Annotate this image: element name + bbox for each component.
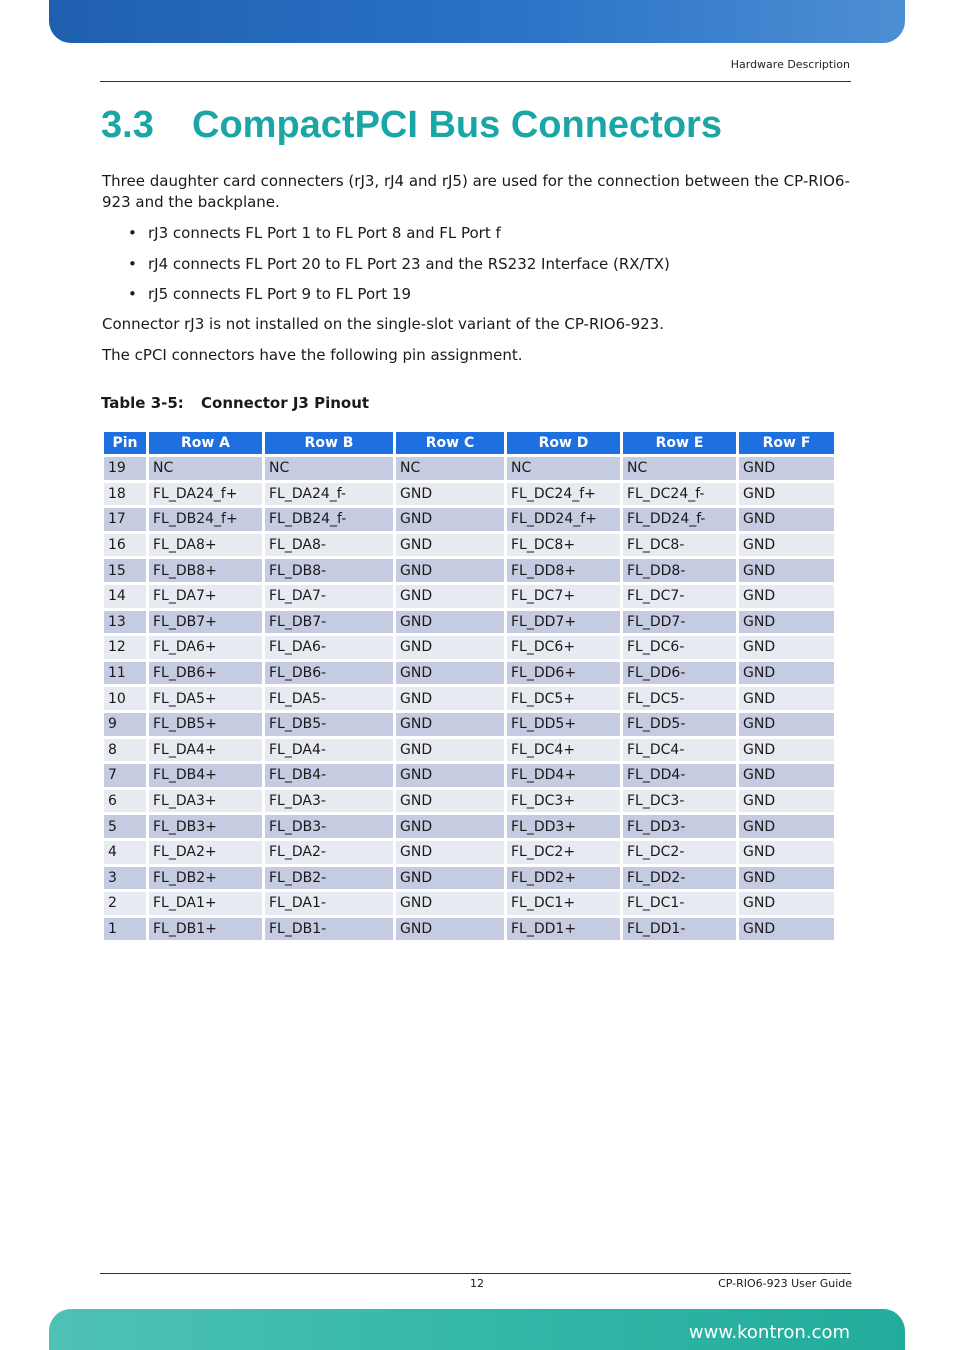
table-cell: 7 [104,764,146,787]
table-cell: FL_DD6- [623,662,736,685]
table-cell: FL_DC7+ [507,585,620,608]
table-cell: FL_DB8- [265,559,393,582]
table-cell: 15 [104,559,146,582]
table-cell: 5 [104,815,146,838]
table-cell: FL_DD2- [623,867,736,890]
table-cell: FL_DA2+ [149,841,262,864]
table-cell: FL_DC5- [623,687,736,710]
table-cell: NC [149,457,262,480]
table-cell: FL_DD3+ [507,815,620,838]
table-cell: GND [396,559,504,582]
table-cell: FL_DC5+ [507,687,620,710]
table-cell: NC [396,457,504,480]
table-cell: FL_DB6+ [149,662,262,685]
table-cell: FL_DA8+ [149,534,262,557]
table-cell: FL_DA7+ [149,585,262,608]
table-cell: GND [739,662,834,685]
table-header-row [104,432,834,454]
list-item: • rJ3 connects FL Port 1 to FL Port 8 and FL Port f [128,222,670,253]
table-cell: FL_DD4- [623,764,736,787]
table-cell: GND [396,841,504,864]
table-row [104,764,834,787]
connector-list [128,222,670,314]
table-cell: FL_DC2- [623,841,736,864]
note-paragraph: Connector rJ3 is not installed on the single-slot variant of the CP-RIO6-923. [102,315,664,333]
table-cell: FL_DB5- [265,713,393,736]
table-cell: GND [739,764,834,787]
table-row [104,713,834,736]
table-cell: GND [396,918,504,941]
table-cell: FL_DA7- [265,585,393,608]
table-cell: FL_DA5- [265,687,393,710]
column-header: Row E [623,432,736,454]
table-cell: FL_DB6- [265,662,393,685]
column-header: Row D [507,432,620,454]
table-cell: FL_DA4+ [149,739,262,762]
table-row [104,687,834,710]
table-cell: GND [396,585,504,608]
table-cell: FL_DC7- [623,585,736,608]
table-cell: FL_DC24_f+ [507,483,620,506]
table-cell: 13 [104,611,146,634]
table-cell: GND [739,713,834,736]
table-cell: GND [739,687,834,710]
table-cell: GND [739,918,834,941]
table-cell: GND [396,636,504,659]
table-cell: FL_DD24_f- [623,508,736,531]
table-cell: 14 [104,585,146,608]
table-cell: GND [396,611,504,634]
table-cell: NC [507,457,620,480]
table-row [104,815,834,838]
table-cell: 3 [104,867,146,890]
table-cell: FL_DC8+ [507,534,620,557]
table-row [104,611,834,634]
table-cell: GND [739,559,834,582]
intro-paragraph: Three daughter card connecters (rJ3, rJ4 and rJ5) are used for the connection between the CP-RIO6-923 and the backplane. [102,172,850,211]
table-cell: FL_DD8- [623,559,736,582]
table-row [104,841,834,864]
table-cell: FL_DD3- [623,815,736,838]
table-cell: 16 [104,534,146,557]
table-cell: FL_DC4- [623,739,736,762]
table-cell: GND [396,739,504,762]
table-cell: FL_DA24_f- [265,483,393,506]
table-cell: GND [739,867,834,890]
table-cell: GND [396,892,504,915]
table-cell: FL_DD7+ [507,611,620,634]
table-cell: FL_DC1+ [507,892,620,915]
table-cell: GND [739,739,834,762]
table-cell: FL_DB7+ [149,611,262,634]
table-cell: 12 [104,636,146,659]
table-row [104,483,834,506]
table-cell: FL_DD5+ [507,713,620,736]
table-cell: 18 [104,483,146,506]
table-cell: FL_DD1- [623,918,736,941]
table-row [104,739,834,762]
table-cell: GND [739,585,834,608]
table-cell: FL_DD8+ [507,559,620,582]
table-cell: FL_DA2- [265,841,393,864]
table-cell: FL_DA5+ [149,687,262,710]
column-header: Row A [149,432,262,454]
table-row [104,636,834,659]
table-row [104,867,834,890]
table-cell: FL_DC6+ [507,636,620,659]
table-row [104,457,834,480]
table-cell: 1 [104,918,146,941]
table-cell: 8 [104,739,146,762]
table-cell: FL_DD24_f+ [507,508,620,531]
table-cell: GND [396,815,504,838]
table-row [104,892,834,915]
table-row [104,662,834,685]
table-cell: FL_DB24_f+ [149,508,262,531]
table-cell: FL_DA6+ [149,636,262,659]
table-cell: NC [623,457,736,480]
table-cell: FL_DA3- [265,790,393,813]
table-cell: FL_DB2+ [149,867,262,890]
table-cell: FL_DC24_f- [623,483,736,506]
table-cell: GND [396,483,504,506]
table-cell: 4 [104,841,146,864]
section-title: CompactPCI Bus Connectors [192,104,722,146]
table-cell: FL_DA1+ [149,892,262,915]
running-head: Hardware Description [730,58,850,71]
table-cell: GND [739,841,834,864]
column-header: Pin [104,432,146,454]
table-body [104,457,834,940]
table-row [104,508,834,531]
table-cell: FL_DB2- [265,867,393,890]
table-row [104,790,834,813]
table-cell: FL_DD2+ [507,867,620,890]
table-cell: GND [739,534,834,557]
table-cell: FL_DB4- [265,764,393,787]
table-number: Table 3-5: [101,394,184,412]
table-cell: GND [396,508,504,531]
table-cell: FL_DC2+ [507,841,620,864]
table-cell: FL_DC3- [623,790,736,813]
table-cell: FL_DD4+ [507,764,620,787]
table-cell: 19 [104,457,146,480]
section-number: 3.3 [101,104,154,146]
header-rule [100,81,851,82]
table-cell: FL_DC6- [623,636,736,659]
table-cell: 9 [104,713,146,736]
table-cell: GND [739,892,834,915]
table-cell: 17 [104,508,146,531]
table-cell: FL_DB3- [265,815,393,838]
table-cell: FL_DB4+ [149,764,262,787]
connector-pinout-table [101,429,837,943]
lead-paragraph: The cPCI connectors have the following pin assignment. [102,346,523,364]
table-cell: GND [739,457,834,480]
table-cell: GND [739,636,834,659]
table-row [104,918,834,941]
table-row [104,534,834,557]
table-cell: GND [739,508,834,531]
table-row [104,559,834,582]
table-cell: FL_DA24_f+ [149,483,262,506]
column-header: Row C [396,432,504,454]
table-cell: GND [739,815,834,838]
table-cell: FL_DA6- [265,636,393,659]
list-item: • rJ5 connects FL Port 9 to FL Port 19 [128,283,670,314]
table-caption [101,394,369,412]
table-title: Connector J3 Pinout [201,394,370,412]
table-cell: FL_DB1+ [149,918,262,941]
table-cell: FL_DA8- [265,534,393,557]
section-heading [101,104,722,147]
table-cell: GND [396,687,504,710]
column-header: Row F [739,432,834,454]
table-cell: FL_DD6+ [507,662,620,685]
table-row [104,585,834,608]
table-cell: FL_DB8+ [149,559,262,582]
table-cell: FL_DB24_f- [265,508,393,531]
table-cell: FL_DA3+ [149,790,262,813]
table-cell: FL_DD5- [623,713,736,736]
website-link[interactable]: www.kontron.com [688,1322,850,1343]
table-cell: FL_DA4- [265,739,393,762]
table-cell: NC [265,457,393,480]
table-cell: FL_DC4+ [507,739,620,762]
table-cell: GND [739,611,834,634]
table-cell: FL_DB7- [265,611,393,634]
table-cell: FL_DB5+ [149,713,262,736]
table-cell: FL_DB3+ [149,815,262,838]
table-cell: GND [396,534,504,557]
footer-rule [100,1273,851,1274]
table-cell: 2 [104,892,146,915]
table-cell: FL_DC1- [623,892,736,915]
table-cell: GND [396,764,504,787]
table-cell: GND [739,483,834,506]
table-cell: FL_DB1- [265,918,393,941]
table-cell: 6 [104,790,146,813]
table-cell: GND [396,867,504,890]
table-cell: FL_DA1- [265,892,393,915]
table-cell: GND [396,790,504,813]
table-cell: 10 [104,687,146,710]
guide-title: CP-RIO6-923 User Guide [718,1277,852,1290]
header-band [49,0,905,43]
page-number: 12 [470,1277,484,1290]
table-cell: FL_DD7- [623,611,736,634]
table-cell: 11 [104,662,146,685]
list-item: • rJ4 connects FL Port 20 to FL Port 23 and the RS232 Interface (RX/TX) [128,253,670,284]
table-cell: GND [739,790,834,813]
table-cell: FL_DC8- [623,534,736,557]
table-cell: GND [396,662,504,685]
table-cell: FL_DD1+ [507,918,620,941]
table-cell: GND [396,713,504,736]
table-cell: FL_DC3+ [507,790,620,813]
column-header: Row B [265,432,393,454]
